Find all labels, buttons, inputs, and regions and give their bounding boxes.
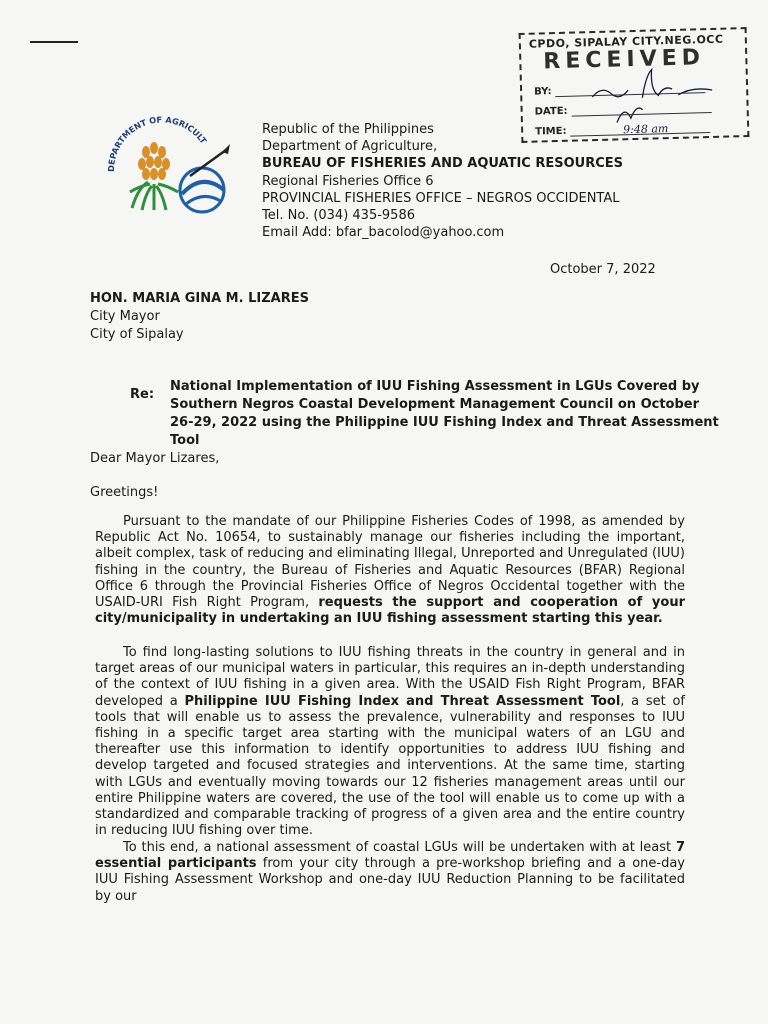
body-paragraph-2 (95, 645, 685, 839)
greeting: Greetings! (90, 485, 159, 500)
addressee-name: HON. MARIA GINA M. LIZARES (90, 291, 309, 306)
paragraph-2-continued: , a set of tools that will enable us to assess the prevalence, vulnerability and responses to IUU fishing in a specific target area starting with the municipal waters of an LGU and thereafter use this information to identify opportunities to address IUU fishing and develop targeted and focused strategies and interventions. At the same time, starting with LGUs and eventually moving towards our 12 fisheries management areas until our entire Philippine waters are covered, the use of the tool will enable us to come up with a standardized and comparable tracking of progress of a given area and the entire country in reducing IUU fishing over time. (95, 693, 685, 839)
addressee-city: City of Sipalay (90, 327, 184, 342)
paragraph-3-continued: from your city through a pre-workshop briefing and a one-day IUU Fishing Assessment Workshop and one-day IUU Reduction Planning to be facilitated by our (95, 856, 685, 904)
letterhead-provincial-office: PROVINCIAL FISHERIES OFFICE – NEGROS OCCIDENTAL (262, 190, 620, 206)
addressee-block (90, 290, 309, 344)
agriculture-seal-icon (102, 112, 232, 224)
stamp-agency: CPDO, SIPALAY CITY.NEG.OCC (528, 32, 724, 51)
letter-date: October 7, 2022 (550, 262, 656, 277)
paragraph-1-request: requests the support and cooperation of your city/municipality in undertaking an IUU fishing assessment starting this year. (95, 595, 685, 627)
body-paragraph-1 (95, 514, 685, 627)
addressee-title: City Mayor (90, 309, 160, 324)
paragraph-3-participants: 7 essential participants (95, 840, 685, 872)
body-paragraph-3 (95, 840, 685, 905)
paragraph-3-text: To this end, a national assessment of coastal LGUs will be undertaken with at least (123, 840, 672, 855)
subject-label: Re: (130, 387, 155, 402)
letterhead-bureau: BUREAU OF FISHERIES AND AQUATIC RESOURCES (262, 156, 624, 172)
letterhead-region: Regional Fisheries Office 6 (262, 173, 434, 189)
paragraph-1-text: Pursuant to the mandate of our Philippine Fisheries Codes of 1998, as amended by Republic Act No. 10654, to sustainably manage our fisheries including the important, albeit complex, task of reducing and eliminating Illegal, Unreported and Unregulated (IUU) fishing in the country, the Bureau of Fisheries and Aquatic Resources (BFAR) Regional Office 6 through the Provincial Fisheries Office of Negros Occidental together with the USAID-URI Fish Right Program, (95, 514, 685, 611)
letterhead-department: Department of Agriculture, (262, 139, 438, 155)
letterhead-country: Republic of the Philippines (262, 122, 434, 137)
subject-line: National Implementation of IUU Fishing Assessment in LGUs Covered by Southern Negros Coastal Development Management Council on October 26-29, 2022 using the Philippine IUU Fishing Index and Threat Assessment Tool (170, 379, 719, 448)
department-logo (102, 112, 232, 224)
stamp-time-label: TIME: (535, 125, 567, 138)
stamp-date-label: DATE: (534, 105, 568, 118)
salutation: Dear Mayor Lizares, (90, 451, 220, 466)
stamp-time-value: 9:48 am (622, 122, 669, 137)
corner-dash-mark (30, 41, 78, 43)
letterhead-email: Email Add: bfar_bacolod@yahoo.com (262, 225, 505, 241)
stamp-received-text: RECEIVED (543, 45, 706, 75)
paragraph-2-text: To find long-lasting solutions to IUU fishing threats in the country in general and in target areas of our municipal waters in particular, this requires an in-depth understanding of the context of IUU fishing in a given area. With the USAID Fish Right Program, BFAR developed a (95, 645, 685, 709)
logo-ring-text: DEPARTMENT OF AGRICULT (105, 114, 209, 173)
letterhead-telephone: Tel. No. (034) 435-9586 (262, 208, 415, 224)
letterhead (262, 121, 623, 241)
stamp-by-label: BY: (534, 86, 552, 98)
paragraph-2-tool-name: Philippine IUU Fishing Index and Threat Assessment Tool (184, 693, 621, 709)
